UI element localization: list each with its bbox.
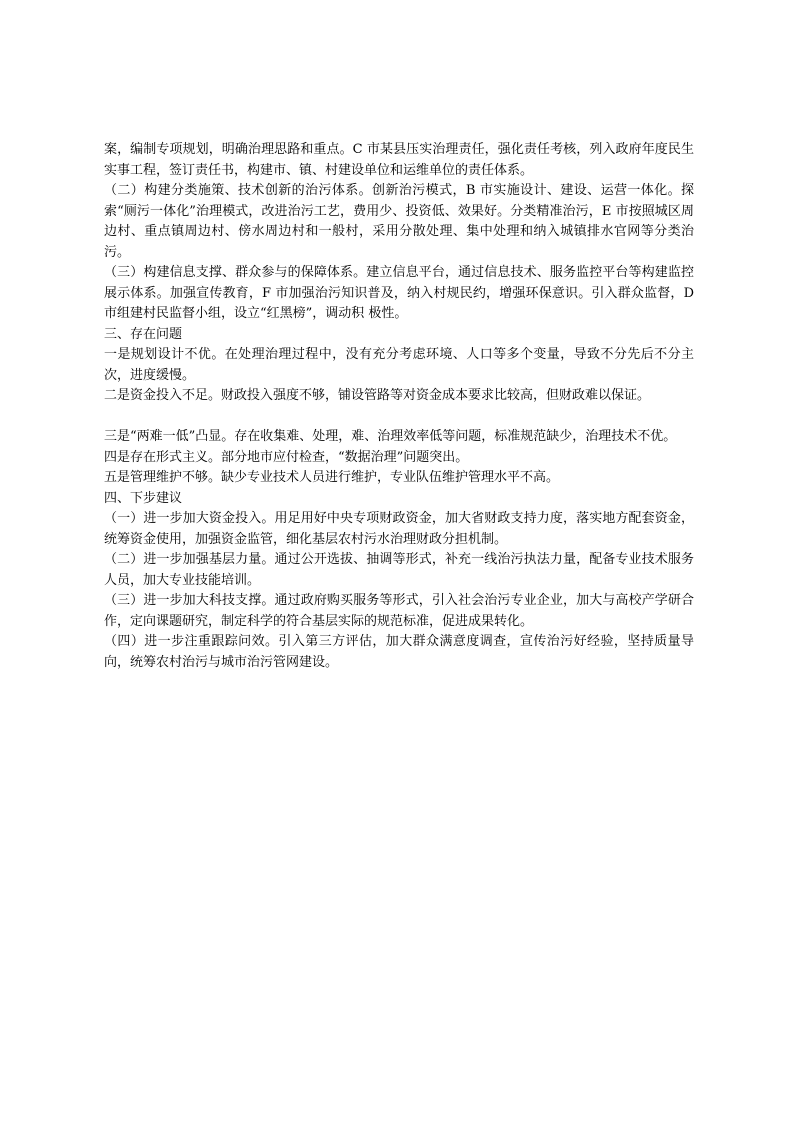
section-heading-suggestions: 四、下步建议 [104, 490, 183, 506]
paragraph-problem-maintenance: 五是管理维护不够。缺少专业技术人员进行维护，专业队伍维护管理水平不高。 [104, 470, 560, 485]
paragraph-problem-formalism: 四是存在形式主义。部分地市应付检查，“数据治理”问题突出。 [104, 449, 469, 465]
paragraph-suggestion-technology: （三）进一步加大科技支撑。通过政府购买服务等形式，引入社会治污专业企业，加大与高校产学研合作，定向课题研究，制定科学的符合基层实际的规范标准，促进成果转化。 [104, 593, 694, 629]
paragraph-problem-funding: 二是资金投入不足。财政投入强度不够，铺设管路等对资金成本要求比较高，但财政难以保证。 [104, 388, 651, 403]
paragraph-responsibility-system: 案，编制专项规划，明确治理思路和重点。C 市某县压实治理责任，强化责任考核，列入政府年度民生实事工程，签订责任书，构建市、镇、村建设单位和运维单位的责任体系。 [104, 142, 694, 178]
blank-line [104, 407, 694, 428]
paragraph-classified-treatment: （二）构建分类施策、技术创新的治污体系。创新治污模式，B 市实施设计、建设、运营一体化。探索“厕污一体化”治理模式，改进治污工艺，费用少、投资低、效果好。分类精准治污，E 市按照城区周边村、重点镇周边村、傍水周边村和一般村，采用分散处理、集中处理和纳入城镇排水官网等分类治污。 [104, 183, 694, 260]
paragraph-information-support: （三）构建信息支撑、群众参与的保障体系。建立信息平台，通过信息技术、服务监控平台等构建监控展示体系。加强宣传教育，F 市加强治污知识普及，纳入村规民约，增强环保意识。引入群众监督，D 市组建村民监督小组，设立“红黑榜”，调动积 极性。 [104, 265, 694, 321]
paragraph-suggestion-funding: （一）进一步加大资金投入。用足用好中央专项财政资金，加大省财政支持力度，落实地方配套资金，统筹资金使用，加强资金监管，细化基层农村污水治理财政分担机制。 [104, 511, 694, 547]
paragraph-problem-planning: 一是规划设计不优。在处理治理过程中，没有充分考虑环境、人口等多个变量，导致不分先后不分主次，进度缓慢。 [104, 347, 694, 383]
paragraph-problem-two-difficulties: 三是“两难一低”凸显。存在收集难、处理，难、治理效率低等问题，标准规范缺少，治理技术不优。 [104, 429, 677, 444]
section-heading-problems: 三、存在问题 [104, 326, 183, 342]
paragraph-suggestion-grassroots: （二）进一步加强基层力量。通过公开选拔、抽调等形式，补充一线治污执法力量，配备专业技术服务人员，加大专业技能培训。 [104, 552, 694, 588]
paragraph-suggestion-tracking: （四）进一步注重跟踪问效。引入第三方评估，加大群众满意度调查，宣传治污好经验，坚持质量导向，统筹农村治污与城市治污管网建设。 [104, 634, 694, 670]
document-page [104, 140, 694, 673]
